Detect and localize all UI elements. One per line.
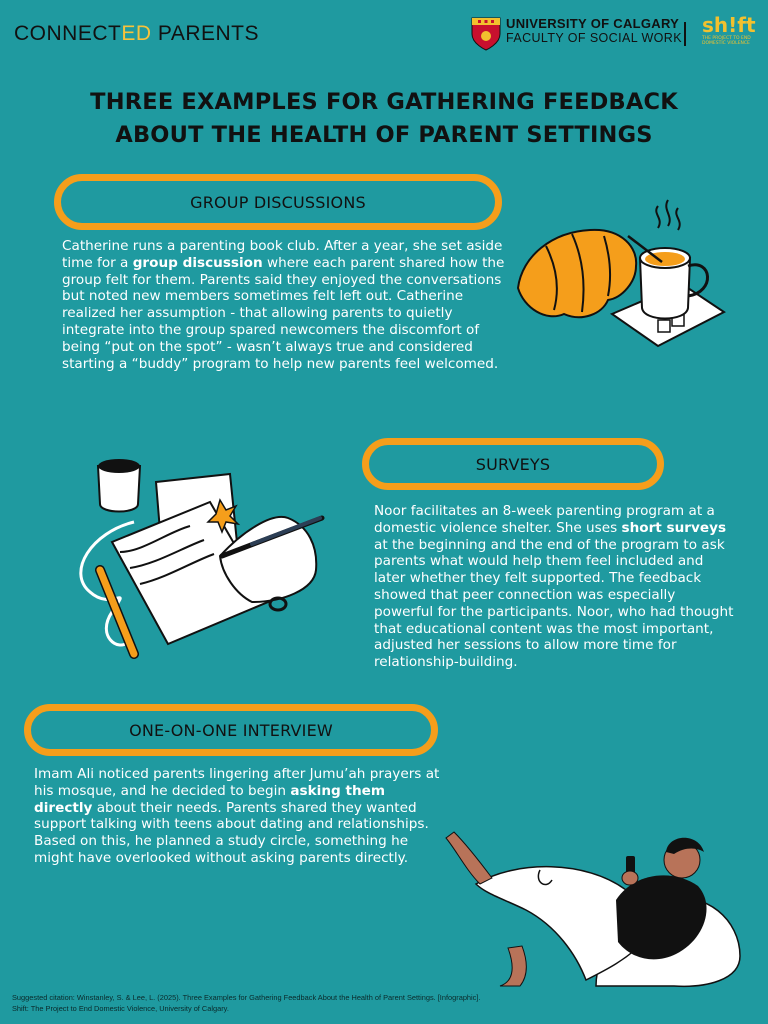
section-heading-surveys: SURVEYS (362, 438, 664, 490)
page-title: THREE EXAMPLES FOR GATHERING FEEDBACK ABOUT THE HEALTH OF PARENT SETTINGS (90, 89, 678, 148)
connected-parents-logo: CONNECTED PARENTS (14, 22, 259, 45)
section-heading-group-discussions: GROUP DISCUSSIONS (54, 174, 502, 230)
section-heading-one-on-one-interview: ONE-ON-ONE INTERVIEW (24, 704, 438, 756)
suggested-citation: Suggested citation: Winstanley, S. & Lee, L. (2025). Three Examples for Gathering Feedback About the Health of Parent Settings. [Infographic]. Shift: The Project to End Domestic Violence, University of Calgary. (12, 993, 481, 1013)
shift-logo: sh!ft THE PROJECT TO END DOMESTIC VIOLENCE (702, 13, 756, 46)
writing-hand-illustration (72, 452, 342, 674)
logo-divider (684, 22, 686, 46)
university-of-calgary-logo: UNIVERSITY OF CALGARY FACULTY OF SOCIAL WORK (506, 16, 682, 45)
university-crest-icon (470, 16, 502, 52)
relaxing-person-illustration (436, 830, 750, 988)
section-text-surveys: Noor facilitates an 8-week parenting program at a domestic violence shelter. She uses short surveys at the beginning and the end of the program to ask parents what would help them feel included and later whether they felt supported. The feedback showed that peer connection was especially powerful for the participants. Noor, who had thought that educational content was the most important, adjusted her sessions to allow more time for relationship-building. (374, 503, 734, 671)
section-text-group-discussions: Catherine runs a parenting book club. After a year, she set aside time for a group discussion where each parent shared how the group felt for them. Parents said they enjoyed the conversations but noted new members sometimes felt left out. Catherine realized her assumption - that allowing parents to quietly integrate into the group spared newcomers the discomfort of being “put on the spot” - wasn’t always true and considered starting a “buddy” program to help new parents feel welcomed. (62, 238, 505, 372)
section-text-one-on-one-interview: Imam Ali noticed parents lingering after Jumu’ah prayers at his mosque, and he decided to begin asking them directly about their needs. Parents shared they wanted support talking with teens about dating and relationships. Based on this, he planned a study circle, something he might have overlooked without asking parents directly. (34, 766, 440, 866)
croissant-coffee-illustration (512, 196, 732, 356)
